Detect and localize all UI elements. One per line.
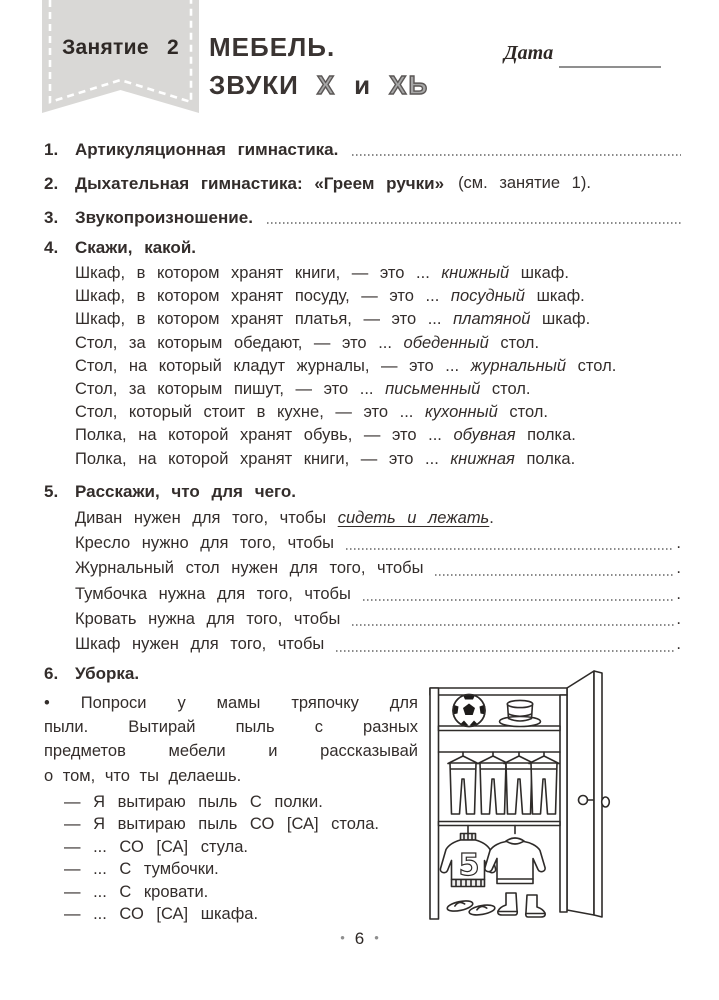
task-6-text-column bbox=[44, 663, 418, 936]
answer-blank-line bbox=[352, 624, 674, 626]
sentence-answer: посудный bbox=[450, 287, 525, 306]
task-title: Дыхательная гимнастика: «Греем ручки» bbox=[75, 174, 445, 193]
dialog-line: — ... С кровати. bbox=[64, 882, 209, 901]
sentence bbox=[75, 355, 681, 378]
sentence-end: стол. bbox=[509, 403, 549, 422]
sentence-end: шкаф. bbox=[542, 310, 591, 329]
answer-blank-line bbox=[346, 548, 674, 550]
instruction-line: пыли. Вытирай пыль с разных bbox=[44, 717, 418, 736]
sentence-answer: книжный bbox=[441, 264, 510, 282]
answer-blank-line bbox=[336, 650, 674, 652]
dialog-line: — Я вытираю пыль С полки. bbox=[64, 792, 323, 811]
task-number: 2. bbox=[44, 174, 59, 193]
boots-icon bbox=[498, 893, 545, 917]
fill-in-row bbox=[75, 531, 681, 556]
sentence-text: Тумбочка нужна для того, чтобы bbox=[75, 584, 351, 603]
instruction-line: • Попроси у мамы тряпочку для bbox=[44, 693, 418, 712]
sentence-end: стол. bbox=[577, 356, 617, 375]
title-topic: МЕБЕЛЬ. bbox=[209, 32, 336, 62]
wardrobe-shelf bbox=[439, 726, 561, 731]
sentence bbox=[75, 308, 681, 331]
sentence bbox=[75, 424, 681, 447]
fill-in-row bbox=[75, 556, 681, 581]
sentence-end: . bbox=[676, 635, 681, 654]
sentence-text: Шкаф нужен для того, чтобы bbox=[75, 635, 325, 654]
wardrobe-door bbox=[567, 671, 609, 917]
title-sounds-word: ЗВУКИ bbox=[209, 70, 299, 100]
sentence-text: Стол, который стоит в кухне, — это ... bbox=[75, 403, 414, 422]
task-number: 5. bbox=[44, 481, 59, 501]
sentence-end: . bbox=[489, 508, 494, 527]
dialog-line: — ... С тумбочки. bbox=[64, 860, 219, 879]
task-number: 4. bbox=[44, 238, 59, 257]
sentence-answer: кухонный bbox=[425, 403, 498, 422]
instruction-line: о том, что ты делаешь. bbox=[44, 766, 242, 785]
dialog-line: — ... СО [СА] шкафа. bbox=[64, 905, 259, 924]
task-4-sentences bbox=[75, 262, 681, 471]
sentence bbox=[75, 285, 681, 308]
sentence-text: Стол, за которым пишут, — это ... bbox=[75, 380, 374, 399]
trousers-on-hanger-icon bbox=[504, 752, 534, 814]
sentence-text: Шкаф, в котором хранят посуду, — это ... bbox=[75, 287, 440, 306]
sentence-text: Шкаф, в котором хранят платья, — это ... bbox=[75, 310, 442, 329]
sentence bbox=[75, 448, 681, 471]
task-title: Артикуляционная гимнастика. bbox=[75, 140, 339, 159]
sentence-end: шкаф. bbox=[520, 264, 569, 282]
sound-letter-hard: Х bbox=[316, 70, 337, 100]
soccer-ball-icon bbox=[450, 693, 488, 729]
sentence-text: Стол, за которым обедают, — это ... bbox=[75, 333, 392, 352]
page-number: 6 bbox=[354, 929, 365, 948]
trousers-on-hanger-icon bbox=[448, 752, 478, 814]
sentence-text: Журнальный стол нужен для того, чтобы bbox=[75, 559, 424, 578]
sentence-end: полка. bbox=[527, 426, 576, 445]
fill-in-row bbox=[75, 632, 681, 657]
sentence-text: Кровать нужна для того, чтобы bbox=[75, 610, 341, 629]
task-6 bbox=[44, 663, 681, 936]
answer-blank-line bbox=[435, 574, 674, 576]
door-knob-icon bbox=[579, 795, 588, 804]
footer-dot: • bbox=[340, 930, 345, 945]
task-1 bbox=[44, 139, 681, 160]
sound-letter-soft: ХЬ bbox=[389, 70, 430, 100]
sentence-end: . bbox=[676, 610, 681, 629]
example-answer: сидеть и лежать bbox=[337, 508, 490, 527]
fill-in-row bbox=[75, 582, 681, 607]
task-number: 3. bbox=[44, 208, 59, 227]
task-list bbox=[44, 139, 681, 936]
sentence-answer: письменный bbox=[385, 380, 481, 399]
sentence-answer: обеденный bbox=[403, 333, 489, 352]
sentence-end: стол. bbox=[491, 380, 531, 399]
answer-blank-line bbox=[363, 599, 675, 601]
task-title: Звукопроизношение. bbox=[75, 208, 253, 227]
footer-dot: • bbox=[374, 930, 379, 945]
lesson-badge bbox=[42, 0, 199, 114]
sentence-text: Стол, на который кладут журналы, — это ... bbox=[75, 356, 460, 375]
dialog-lines bbox=[44, 791, 418, 926]
sentence-end: полка. bbox=[526, 449, 576, 468]
task-title: Расскажи, что для чего. bbox=[75, 481, 296, 501]
answer-blank-line bbox=[352, 154, 681, 156]
sentence-text: Диван нужен для того, чтобы bbox=[75, 508, 327, 527]
sentence-end: шкаф. bbox=[536, 287, 585, 306]
title-sounds bbox=[209, 70, 429, 101]
lesson-badge-label: Занятие 2 bbox=[62, 36, 179, 59]
dialog-line: — ... СО [СА] стула. bbox=[64, 837, 248, 856]
date-label: Дата bbox=[504, 42, 554, 64]
task-title: Скажи, какой. bbox=[75, 238, 196, 257]
dialog-line: — Я вытираю пыль СО [СА] стола. bbox=[64, 815, 380, 834]
example-sentence bbox=[75, 506, 681, 531]
sentence-text: Полка, на которой хранят обувь, — это ... bbox=[75, 426, 442, 445]
task-number: 1. bbox=[44, 140, 59, 159]
task-5 bbox=[44, 481, 681, 658]
wardrobe-illustration bbox=[422, 663, 632, 936]
sentence-answer: обувная bbox=[453, 426, 516, 445]
task-title: Уборка. bbox=[75, 663, 140, 683]
sentence-text: Кресло нужно для того, чтобы bbox=[75, 534, 335, 553]
sentence-answer: книжная bbox=[450, 449, 515, 468]
task-4 bbox=[44, 237, 681, 471]
sentence-text: Шкаф, в котором хранят книги, — это ... bbox=[75, 264, 430, 282]
task-note: (см. занятие 1). bbox=[458, 174, 591, 192]
sentence bbox=[75, 378, 681, 401]
page-title bbox=[209, 32, 429, 101]
slippers-icon bbox=[446, 899, 495, 917]
task-instruction bbox=[44, 691, 418, 788]
page-footer bbox=[0, 929, 719, 949]
sentence bbox=[75, 262, 681, 285]
title-conjunction: и bbox=[354, 70, 372, 100]
sentence-answer: журнальный bbox=[470, 356, 567, 375]
sentence bbox=[75, 401, 681, 424]
sentence-answer: платяной bbox=[453, 310, 531, 329]
sentence-end: . bbox=[676, 559, 681, 578]
wardrobe-divider bbox=[439, 821, 561, 825]
sentence-end: стол. bbox=[500, 333, 540, 352]
instruction-line: предметов мебели и рассказывай bbox=[44, 742, 418, 761]
door-knob-outer-icon bbox=[602, 797, 610, 807]
task-3 bbox=[44, 207, 681, 228]
top-hat-icon bbox=[500, 700, 541, 726]
sweater-number-label: 5 bbox=[458, 847, 480, 883]
task-2 bbox=[44, 173, 681, 194]
sentence-text: Полка, на которой хранят книги, — это ... bbox=[75, 449, 439, 468]
fill-in-row bbox=[75, 607, 681, 632]
date-blank-line bbox=[559, 66, 661, 68]
trousers-on-hanger-icon bbox=[529, 752, 559, 814]
sentence bbox=[75, 332, 681, 355]
task-5-sentences bbox=[75, 506, 681, 658]
sentence-end: . bbox=[676, 534, 681, 553]
sweater-icon bbox=[485, 825, 545, 883]
sentence-end: . bbox=[676, 584, 681, 603]
trousers-on-hanger-icon bbox=[478, 752, 508, 814]
task-number: 6. bbox=[44, 663, 59, 683]
answer-blank-line bbox=[267, 222, 681, 224]
